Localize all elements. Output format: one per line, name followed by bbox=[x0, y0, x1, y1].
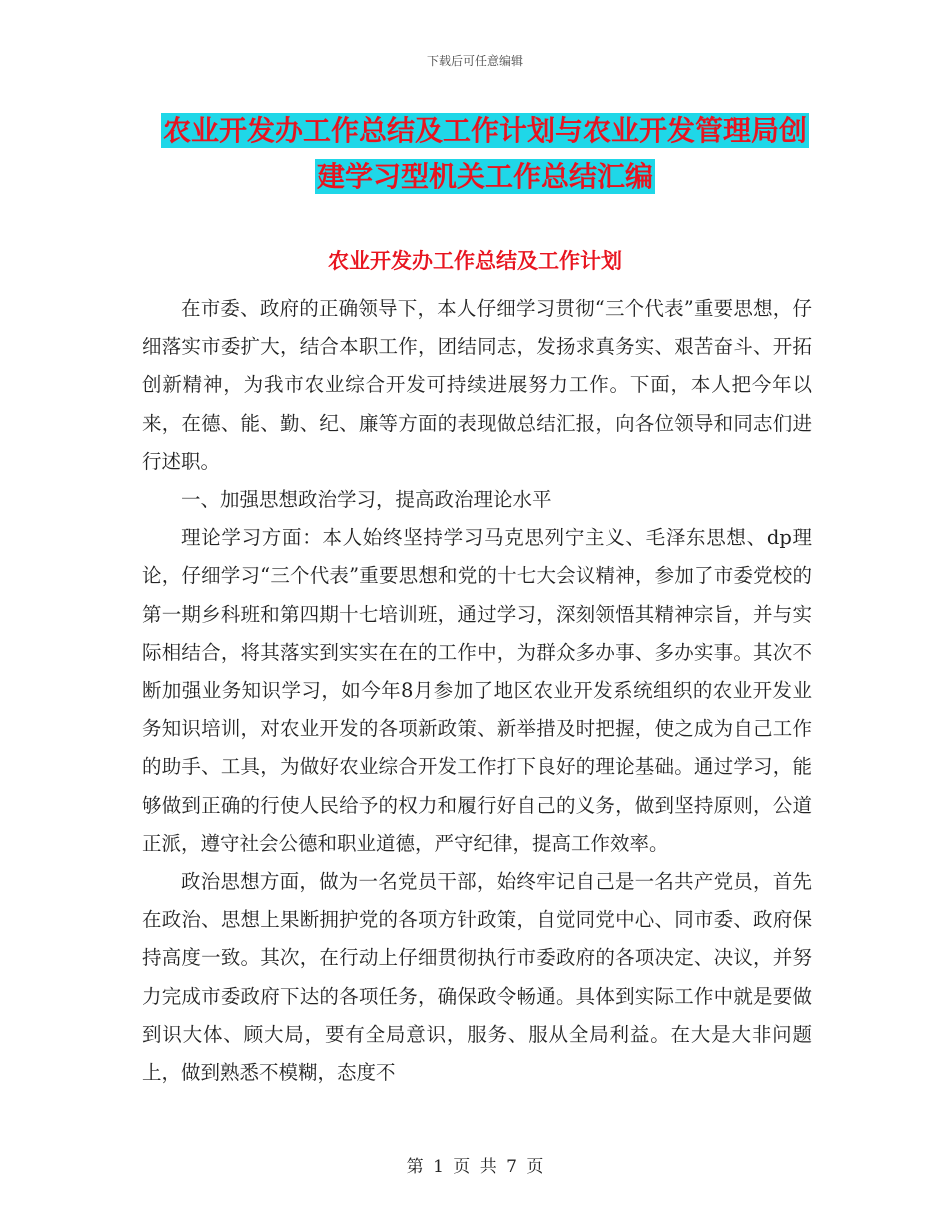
document-body bbox=[142, 290, 812, 1092]
section-title: 农业开发办工作总结及工作计划 bbox=[328, 249, 622, 273]
document-title bbox=[140, 108, 830, 200]
body-paragraph-1: 在市委、政府的正确领导下，本人仔细学习贯彻“三个代表”重要思想，仔细落实市委扩大，结合本职工作，团结同志，发扬求真务实、艰苦奋斗、开拓创新精神，为我市农业综合开发可持续进展努力工作。下面，本人把今年以来，在德、能、勤、纪、廉等方面的表现做总结汇报，向各位领导和同志们进行述职。 bbox=[142, 297, 812, 473]
document-title-line1: 农业开发办工作总结及工作计划与农业开发管理局创 bbox=[162, 114, 807, 147]
body-paragraph-2: 理论学习方面：本人始终坚持学习马克思列宁主义、毛泽东思想、dp理论，仔细学习“三个代表”重要思想和党的十七大会议精神，参加了市委党校的第一期乡科班和第四期十七培训班，通过学习，深刻领悟其精神宗旨，并与实际相结合，将其落实到实实在在的工作中，为群众多办事、多办实事。其次不断加强业务知识学习，如今年8月参加了地区农业开发系统组织的农业开发业务知识培训，对农业开发的各项新政策、新举措及时把握，使之成为自己工作的助手、工具，为做好农业综合开发工作打下良好的理论基础。通过学习，能够做到正确的行使人民给予的权力和履行好自己的义务，做到坚持原则，公道正派，遵守社会公德和职业道德，严守纪律，提高工作效率。 bbox=[142, 526, 812, 855]
header-note: 下载后可任意编辑 bbox=[426, 54, 523, 68]
body-paragraph-3: 政治思想方面，做为一名党员干部，始终牢记自己是一名共产党员，首先在政治、思想上果断拥护党的各项方针政策，自觉同党中心、同市委、政府保持高度一致。其次，在行动上仔细贯彻执行市委政府的各项决定、决议，并努力完成市委政府下达的各项任务，确保政令畅通。具体到实际工作中就是要做到识大体、顾大局，要有全局意识，服务、服从全局利益。在大是大非问题上，做到熟悉不模糊，态度不 bbox=[142, 870, 812, 1085]
body-heading-1: 一、加强思想政治学习，提高政治理论水平 bbox=[181, 488, 552, 512]
document-title-line2: 建学习型机关工作总结汇编 bbox=[316, 160, 653, 193]
page-number-footer: 第 1 页 共 7 页 bbox=[406, 1157, 544, 1177]
